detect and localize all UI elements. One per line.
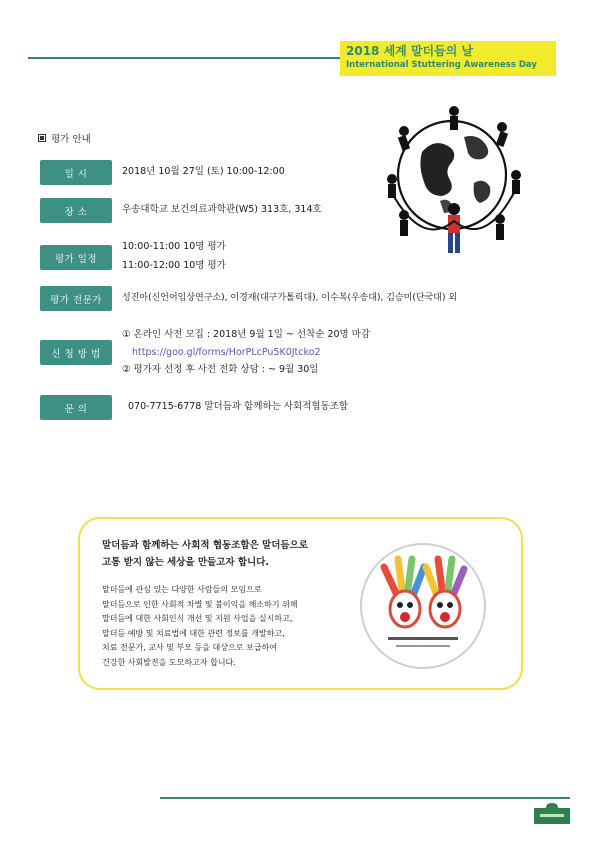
value-experts: 성진아(신언어임상연구소), 이경재(대구가톨릭대), 이수복(우송대), 김승미(단국대) 외 bbox=[122, 293, 458, 303]
label-experts: 평가 전문가 bbox=[40, 286, 112, 311]
value-schedule-2: 11:00-12:00 10명 평가 bbox=[122, 260, 226, 271]
square-bullet-icon bbox=[38, 134, 46, 142]
section-heading bbox=[38, 131, 91, 145]
hands-logo-icon bbox=[358, 541, 488, 671]
value-application-1: ① 온라인 사전 모집 : 2018년 9월 1일 ~ 선착순 20명 마감 bbox=[122, 329, 371, 340]
value-location: 우송대학교 보건의료과학관(W5) 313호, 314호 bbox=[122, 204, 322, 215]
top-divider bbox=[28, 57, 340, 59]
label-contact: 문 의 bbox=[40, 395, 112, 420]
info-body: 말더듬에 관심 있는 다양한 사람들의 모임으로 말더듬으로 인한 사회적 차별 및 불이익을 해소하기 위해 말더듬에 대한 사회인식 개선 및 지원 사업을 실시하고, 말더듬 예방 및 치료법에 대한 관련 정보를 개발하고, 치료 전문가, 교사 및 부모 등을 대상으로 보급하여 건강한 사회발전을 도모하고자 합니다. bbox=[102, 585, 298, 667]
title-banner bbox=[340, 41, 556, 76]
label-datetime: 일 시 bbox=[40, 160, 112, 185]
cooperative-info-box bbox=[78, 517, 523, 690]
value-datetime: 2018년 10월 27일 (토) 10:00-12:00 bbox=[122, 166, 285, 177]
bottom-divider bbox=[160, 797, 570, 799]
banner-title: 2018 세계 말더듬의 날 bbox=[346, 44, 474, 58]
label-application: 신 청 방 법 bbox=[40, 340, 112, 365]
info-headline: 말더듬과 함께하는 사회적 협동조합은 말더듬으로 고통 받지 않는 세상을 만들고자 합니다. bbox=[102, 540, 308, 568]
children-around-globe-icon bbox=[382, 97, 526, 259]
value-application-2: ② 평가자 선정 후 사전 전화 상담 : ~ 9월 30일 bbox=[122, 364, 319, 375]
application-form-link[interactable]: https://goo.gl/forms/HorPLcPu5K0Jtcko2 bbox=[132, 347, 321, 358]
value-contact: 070-7715-6778 말더듬과 함께하는 사회적협동조합 bbox=[128, 401, 349, 412]
section-heading-text: 평가 안내 bbox=[51, 134, 91, 145]
label-location: 장 소 bbox=[40, 198, 112, 223]
banner-subtitle: International Stuttering Awareness Day bbox=[346, 60, 537, 70]
cooperative-badge-icon bbox=[532, 802, 572, 826]
label-schedule: 평가 일정 bbox=[40, 245, 112, 270]
value-schedule-1: 10:00-11:00 10명 평가 bbox=[122, 241, 226, 252]
